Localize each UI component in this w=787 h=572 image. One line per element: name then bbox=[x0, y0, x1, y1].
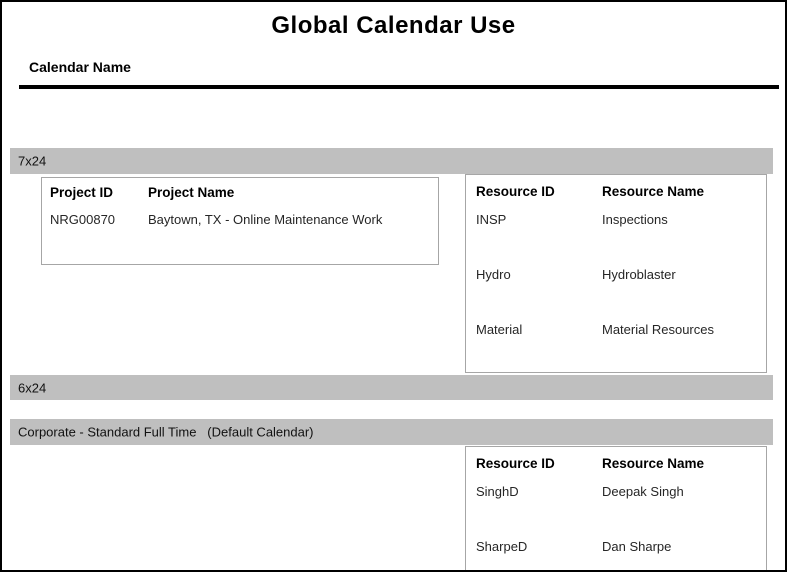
resource-id-cell: SharpeD bbox=[476, 539, 528, 554]
resource-id-cell: Hydro bbox=[476, 267, 511, 282]
resource-name-cell: Deepak Singh bbox=[602, 484, 684, 499]
project-name-header: Project Name bbox=[148, 185, 235, 200]
resource-table-header-row bbox=[466, 456, 766, 472]
resource-id-header: Resource ID bbox=[476, 456, 555, 471]
project-table-header-row bbox=[42, 185, 438, 201]
calendar-band-corporate-label: Corporate - Standard Full Time (Default Calendar) bbox=[18, 424, 314, 440]
project-table-7x24 bbox=[41, 177, 439, 265]
calendar-name-column-header: Calendar Name bbox=[29, 59, 131, 75]
resource-id-header: Resource ID bbox=[476, 184, 555, 199]
report-title: Global Calendar Use bbox=[271, 12, 516, 39]
resource-name-cell: Hydroblaster bbox=[602, 267, 676, 282]
resource-table-corporate bbox=[465, 446, 767, 572]
resource-id-cell: Material bbox=[476, 322, 523, 337]
project-id-cell: NRG00870 bbox=[50, 212, 116, 227]
header-rule bbox=[19, 85, 779, 89]
resource-row bbox=[466, 484, 766, 500]
resource-name-header: Resource Name bbox=[602, 456, 705, 471]
resource-name-header: Resource Name bbox=[602, 184, 705, 199]
resource-name-cell: Inspections bbox=[602, 212, 668, 227]
calendar-band-6x24-label: 6x24 bbox=[18, 380, 47, 395]
calendar-band-7x24-label: 7x24 bbox=[18, 153, 47, 169]
resource-row bbox=[466, 267, 766, 283]
resource-row bbox=[466, 212, 766, 228]
calendar-band-corporate bbox=[10, 419, 773, 445]
resource-table-header-row bbox=[466, 184, 766, 200]
resource-name-cell: Dan Sharpe bbox=[602, 539, 672, 554]
calendar-band-6x24 bbox=[10, 375, 773, 400]
resource-id-cell: INSP bbox=[476, 212, 507, 227]
resource-row bbox=[466, 539, 766, 555]
resource-id-cell: SinghD bbox=[476, 484, 519, 499]
resource-name-cell: Material Resources bbox=[602, 322, 714, 337]
project-row bbox=[42, 212, 438, 228]
project-id-header: Project ID bbox=[50, 185, 114, 200]
project-name-cell: Baytown, TX - Online Maintenance Work bbox=[148, 212, 383, 227]
calendar-band-7x24 bbox=[10, 148, 773, 174]
resource-row bbox=[466, 322, 766, 338]
resource-table-7x24 bbox=[465, 174, 767, 373]
